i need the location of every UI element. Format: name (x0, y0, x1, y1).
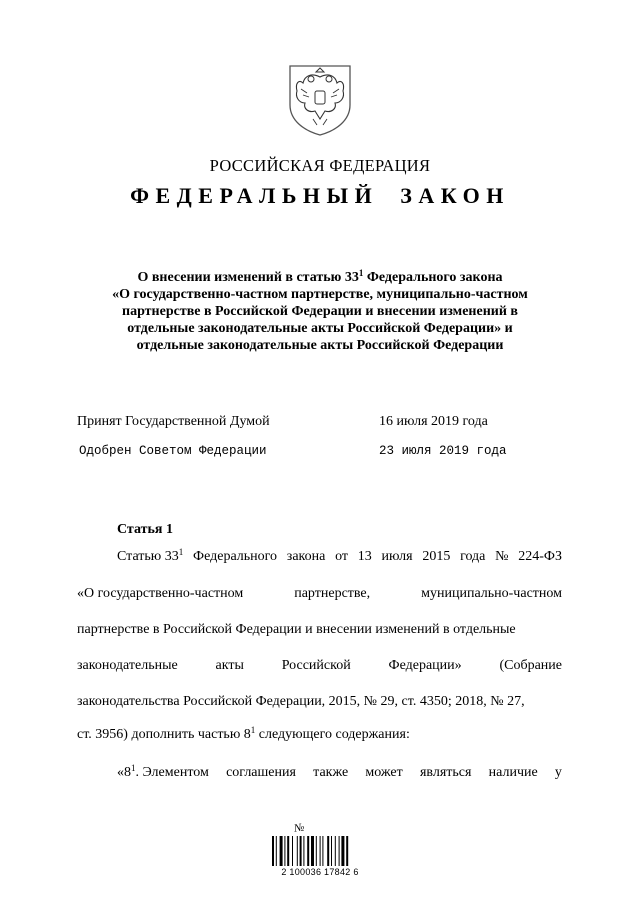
article-line-2 (77, 586, 562, 602)
word: «О государственно-частном (77, 586, 244, 601)
council-approval-date: 23 июля 2019 года (379, 444, 507, 458)
word: Федерации» (388, 658, 462, 673)
heading-line-5: отдельные законодательные акты Российской Федерации (136, 338, 504, 353)
heading-line-4: отдельные законодательные акты Российской Федерации» и (127, 321, 513, 336)
heading-line-1-tail: Федерального закона (363, 270, 503, 285)
article-line-1-text: Статью 33 (117, 549, 179, 564)
article-line-5: законодательства Российской Федерации, 2015, № 29, ст. 4350; 2018, № 27, (77, 694, 525, 709)
word: 13 (357, 549, 372, 564)
word: июля (381, 549, 413, 564)
word: закона (286, 549, 326, 564)
word: 2015 (422, 549, 451, 564)
document-type-title: ФЕДЕРАЛЬНЫЙ ЗАКОН (130, 183, 510, 208)
russian-coat-of-arms-icon (287, 63, 353, 137)
article-line-1 (117, 549, 562, 565)
word: законодательные (77, 658, 178, 673)
heading-line-3: партнерстве в Российской Федерации и внесении изменений в (122, 304, 518, 319)
word: партнерстве, (294, 586, 371, 601)
article-title: Статья 1 (117, 522, 173, 537)
article-line-6 (77, 727, 562, 743)
article-line-1-start (117, 549, 183, 565)
article-superscript: 1 (131, 763, 136, 773)
article-line-4 (77, 658, 562, 674)
barcode-number: 2 100036 17842 6 (281, 867, 359, 877)
heading-line-1 (60, 269, 580, 286)
law-heading (60, 269, 580, 354)
article-line-6-text: ст. 3956) дополнить частью 8 (77, 727, 251, 742)
article-line-7-start (117, 765, 209, 781)
council-approval-label: Одобрен Советом Федерации (79, 444, 267, 458)
word: . Элементом (135, 765, 209, 780)
heading-superscript: 1 (358, 268, 364, 278)
article-line-7-text: «8 (117, 765, 131, 780)
article-line-7 (117, 765, 562, 781)
heading-line-2: «О государственно-частном партнерстве, муниципально-частном (112, 287, 528, 302)
article-line-6-tail: следующего содержания: (255, 727, 410, 742)
word: у (554, 765, 562, 780)
barcode-icon (272, 836, 368, 866)
article-superscript: 1 (178, 547, 184, 557)
heading-line-1-text: О внесении изменений в статью 33 (137, 270, 359, 285)
word: являться (419, 765, 472, 780)
word: (Собрание (499, 658, 562, 673)
word: года (460, 549, 486, 564)
word: № (495, 549, 509, 564)
word: Федерального (193, 549, 278, 564)
word: наличие (488, 765, 538, 780)
word: муниципально-частном (421, 586, 562, 601)
word: также (313, 765, 349, 780)
word: от (335, 549, 349, 564)
duma-adoption-date: 16 июля 2019 года (379, 414, 488, 429)
country-name: РОССИЙСКАЯ ФЕДЕРАЦИЯ (209, 156, 431, 175)
duma-adoption-label: Принят Государственной Думой (77, 414, 270, 429)
article-superscript: 1 (250, 725, 256, 735)
word: соглашения (226, 765, 296, 780)
word: может (365, 765, 403, 780)
word: акты (215, 658, 244, 673)
word: Российской (281, 658, 351, 673)
article-line-3: партнерстве в Российской Федерации и внесении изменений в отдельные (77, 622, 516, 637)
word: 224-ФЗ (518, 549, 562, 564)
registration-mark: № (293, 821, 306, 835)
document-barcode (268, 822, 372, 878)
